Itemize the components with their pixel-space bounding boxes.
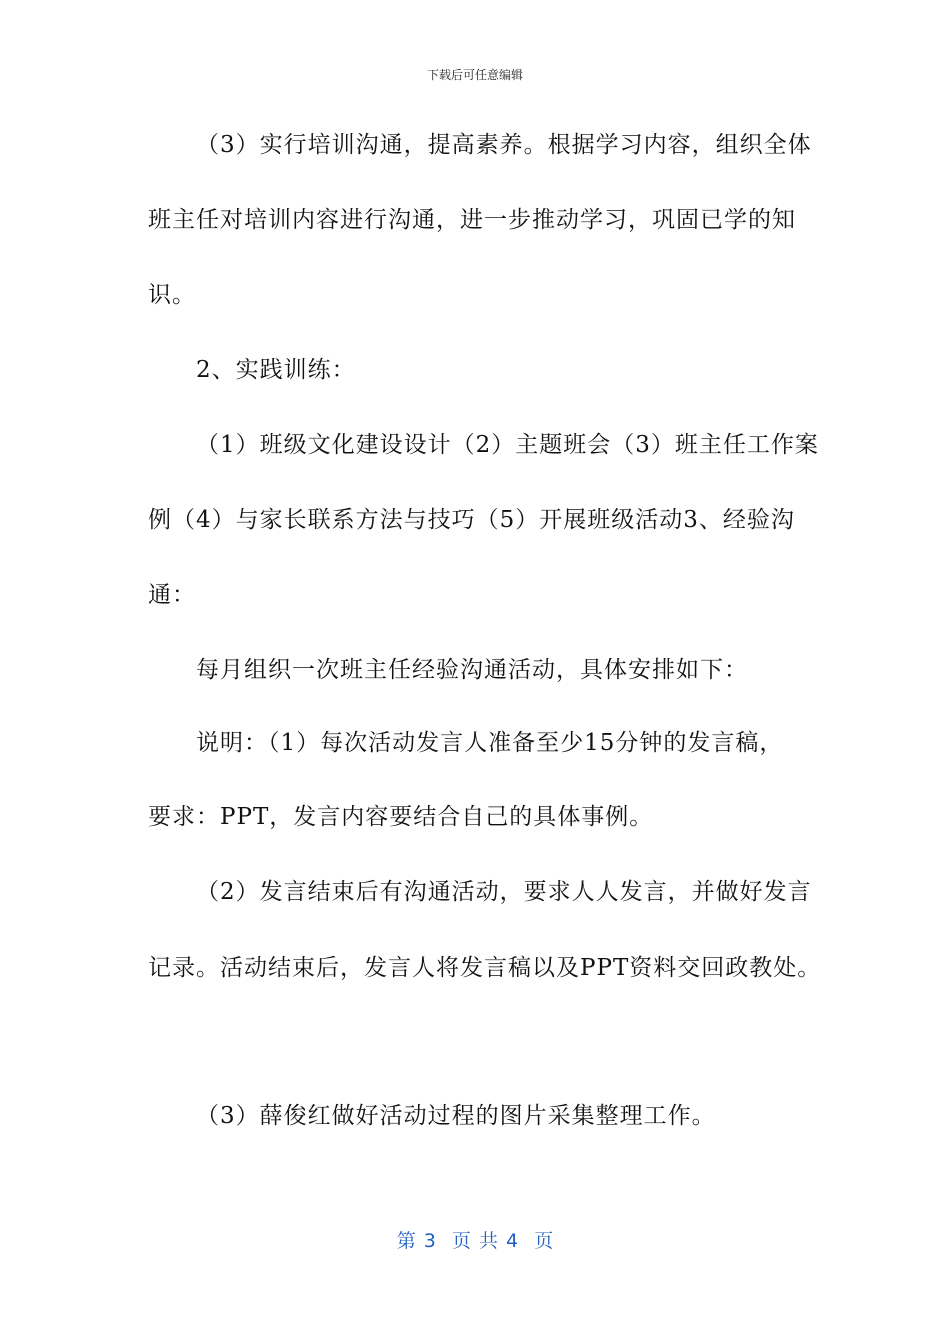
page-number-label: 第 3 页 共 4 页 — [396, 1230, 554, 1252]
page-number — [0, 1226, 950, 1253]
paragraph-line: （2）发言结束后有沟通活动，要求人人发言，并做好发言 — [196, 879, 812, 905]
paragraph-line: （3）实行培训沟通，提高素养。根据学习内容，组织全体 — [196, 132, 812, 158]
header-note: 下载后可任意编辑 — [426, 68, 523, 82]
paragraph-line: （1）班级文化建设设计（2）主题班会（3）班主任工作案 — [196, 432, 819, 458]
paragraph-line: 识。 — [148, 282, 196, 308]
paragraph-line: 2、实践训练： — [196, 357, 356, 383]
paragraph-line: 要求：PPT，发言内容要结合自己的具体事例。 — [148, 804, 654, 830]
paragraph-line: （3）薛俊红做好活动过程的图片采集整理工作。 — [196, 1103, 716, 1129]
paragraph-line: 通： — [148, 582, 196, 608]
paragraph-line: 班主任对培训内容进行沟通，进一步推动学习，巩固已学的知 — [148, 207, 796, 233]
paragraph-line: 每月组织一次班主任经验沟通活动，具体安排如下： — [196, 657, 748, 683]
paragraph-line: 记录。活动结束后，发言人将发言稿以及PPT资料交回政教处。 — [148, 955, 822, 981]
paragraph-line: 例（4）与家长联系方法与技巧（5）开展班级活动3、经验沟 — [148, 507, 795, 533]
paragraph-line: 说明：（1）每次活动发言人准备至少15分钟的发言稿， — [196, 730, 784, 756]
